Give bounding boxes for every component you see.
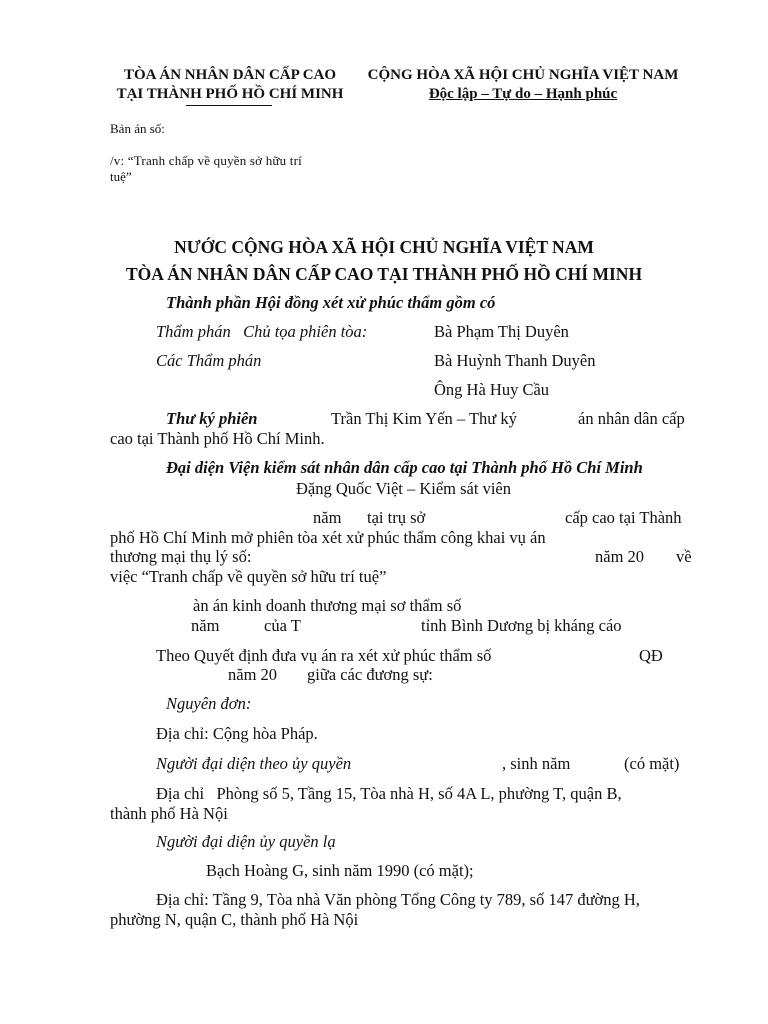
procuracy-person: Đặng Quốc Việt – Kiểm sát viên — [296, 479, 511, 498]
court-name-line1: TÒA ÁN NHÂN DÂN CẤP CAO — [123, 67, 337, 83]
national-motto: Độc lập – Tự do – Hạnh phúc — [428, 86, 618, 102]
court-name-line2: TẠI THÀNH PHỐ HỒ CHÍ MINH — [116, 86, 344, 102]
hearing-line2: phố Hồ Chí Minh mở phiên tòa xét xử phúc thẩm công khai vụ án — [110, 528, 546, 547]
hearing-line3-start: thương mại thụ lý số: — [110, 547, 252, 566]
case-number-label: Bản án số: — [110, 121, 165, 136]
judge-name-1: Bà Huỳnh Thanh Duyên — [434, 351, 596, 370]
document-title-line2: TÒA ÁN NHÂN DÂN CẤP CAO TẠI THÀNH PHỐ HỒ CHÍ MINH — [125, 264, 643, 284]
decision-year: năm 20 — [228, 665, 278, 684]
presiding-judge-label: Thẩm phán Chủ tọa phiên tòa: — [156, 322, 368, 341]
representative-address-line1: Địa chỉ Phòng số 5, Tầng 15, Tòa nhà H, số 4A L, phường T, quận B, — [156, 784, 622, 803]
plaintiff-address: Địa chỉ: Cộng hòa Pháp. — [156, 724, 318, 743]
decision-line1: Theo Quyết định đưa vụ án ra xét xử phúc thẩm số — [156, 646, 492, 665]
hearing-at-headquarters: tại trụ sở — [367, 508, 426, 527]
clerk-court-part: án nhân dân cấp — [578, 409, 685, 428]
hearing-line3-year: năm 20 — [595, 547, 645, 566]
clerk-court-line2: cao tại Thành phố Hồ Chí Minh. — [110, 429, 325, 448]
presiding-judge-name: Bà Phạm Thị Duyên — [434, 322, 569, 341]
hearing-year-word: năm — [313, 508, 342, 527]
representative-label: Người đại diện theo ủy quyền — [156, 754, 352, 773]
representative-born: , sinh năm — [502, 754, 571, 773]
second-representative-name: Bạch Hoàng G, sinh năm 1990 (có mặt); — [206, 861, 474, 880]
document-title-line1: NƯỚC CỘNG HÒA XÃ HỘI CHỦ NGHĨA VIỆT NAM — [174, 237, 594, 257]
case-subject-line2: tuệ” — [110, 169, 132, 184]
clerk-name: Trần Thị Kim Yến – Thư ký — [331, 409, 517, 428]
appeal-year-word: năm — [191, 616, 220, 635]
appeal-line1: àn án kinh doanh thương mại sơ thẩm số — [193, 596, 462, 615]
judges-label: Các Thẩm phán — [156, 351, 262, 370]
hearing-line3-about: về — [676, 547, 692, 566]
representative-present: (có mặt) — [624, 754, 680, 773]
second-representative-label: Người đại diện ủy quyền lạ — [156, 832, 336, 851]
clerk-label: Thư ký phiên — [166, 409, 258, 428]
second-representative-address-line1: Địa chỉ: Tầng 9, Tòa nhà Văn phòng Tổng Công ty 789, số 147 đường H, — [156, 890, 640, 909]
hearing-line4: việc “Tranh chấp về quyền sở hữu trí tuệ” — [110, 567, 387, 586]
case-subject-line1: /v: “Tranh chấp về quyền sở hữu trí — [110, 153, 302, 168]
procuracy-heading: Đại diện Viện kiểm sát nhân dân cấp cao tại Thành phố Hồ Chí Minh — [166, 458, 643, 477]
decision-parties: giữa các đương sự: — [307, 665, 433, 684]
representative-address-line2: thành phố Hà Nội — [110, 804, 228, 823]
decision-code: QĐ — [639, 646, 663, 665]
second-representative-address-line2: phường N, quận C, thành phố Hà Nội — [110, 910, 359, 929]
plaintiff-label: Nguyên đơn: — [166, 694, 252, 713]
appeal-of-court: của T — [264, 616, 301, 635]
hearing-high-court: cấp cao tại Thành — [565, 508, 682, 527]
panel-heading: Thành phần Hội đồng xét xử phúc thẩm gồm có — [166, 293, 496, 312]
court-underline — [186, 105, 272, 106]
judge-name-2: Ông Hà Huy Cầu — [434, 380, 550, 399]
nation-name: CỘNG HÒA XÃ HỘI CHỦ NGHĨA VIỆT NAM — [367, 67, 679, 83]
appeal-province: tỉnh Bình Dương bị kháng cáo — [421, 616, 622, 635]
